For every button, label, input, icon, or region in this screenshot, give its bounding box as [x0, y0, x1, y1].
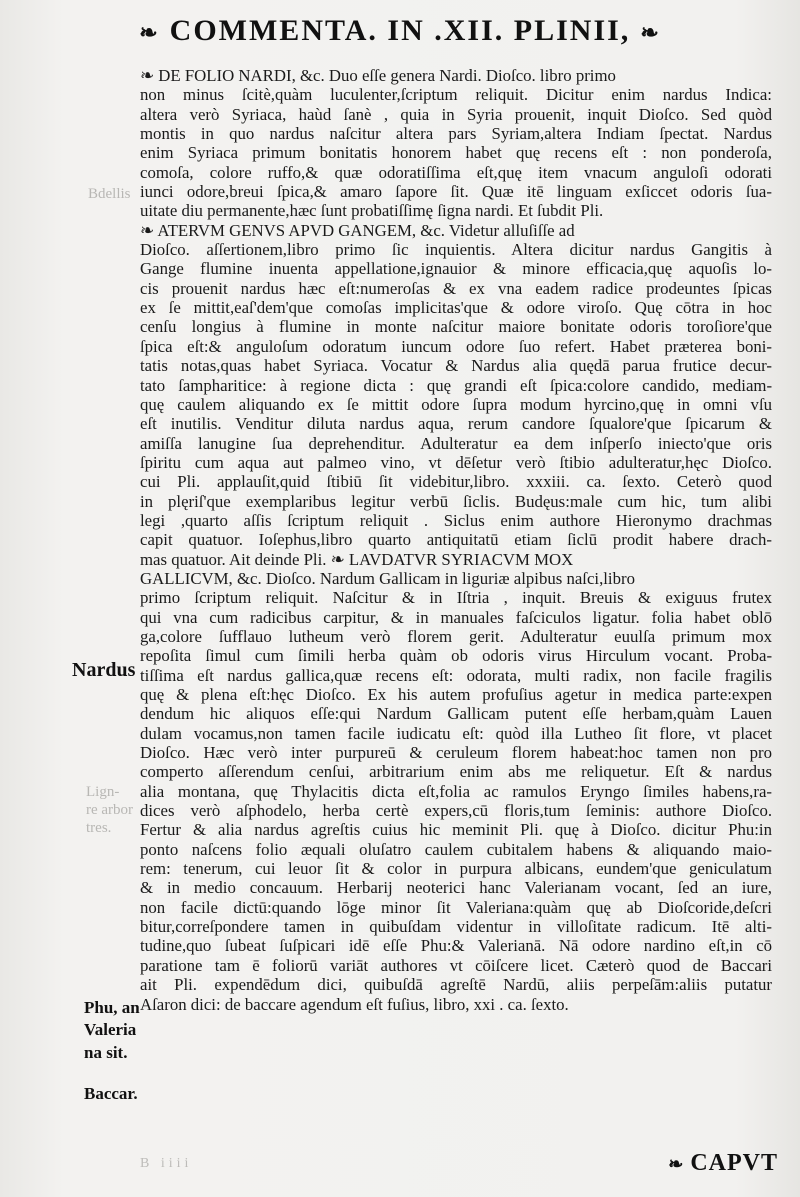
- text-line: ſpica eſt:& anguloſum odoratum iuncum odore ſuo refert. Habet præterea boni-: [140, 336, 772, 356]
- text-line: enim Syriaca primum bonitatis honorem habet quę recens eſt : non ponderoſa,: [140, 143, 772, 163]
- text-line: tiſſima eſt nardus gallica,quæ recens eſt: odorata, multi radix, non facile fragilis: [140, 665, 772, 685]
- text-line: Aſaron dici: de baccare agendum eſt fuſius, libro, xxi . ca. ſexto.: [140, 994, 569, 1014]
- text-line: ❧ DE FOLIO NARDI, &c. Duo eſſe genera Nardi. Dioſco. libro primo: [140, 66, 616, 85]
- text-line: cis prouenit nardus hæc eſt:numeroſas & ex vna eadem radice prodeuntes ſpicas: [140, 278, 772, 298]
- text-line: mas quatuor. Ait deinde Pli. ❧ LAVDATVR SYRIACVM MOX: [140, 549, 574, 569]
- text-line: Dioſco. aſſertionem,libro primo ſic inquientis. Altera dicitur nardus Gangitis à: [140, 240, 772, 260]
- text-line: tudine,quo ſubeat ſuſpicari idē eſſe Phu:& Valerianā. Nā odore nardino eſt,in cō: [140, 936, 772, 956]
- running-header: [0, 14, 800, 54]
- fleuron-right-icon: ❧: [640, 20, 661, 46]
- text-line: cui Pli. applauſit,quid ſtibiū ſit videbitur,libro. xxxiii. ca. ſexto. Ceterò quod: [140, 472, 772, 492]
- margin-note-baccar: Baccar.: [84, 1084, 138, 1103]
- text-line: non minus ſcitè,quàm luculenter,ſcriptum reliquit. Dicitur enim nardus Indica:: [140, 85, 772, 105]
- margin-note-phu-1: Phu, an: [84, 998, 140, 1017]
- text-line: quę & plena eſt:hęc Dioſco. Ex his autem profuſius agetur in medica parte:expen: [140, 685, 772, 704]
- text-line: capit quatuor. Ioſephus,libro quarto antiquitatū etiam ſiclū prodit habere drach-: [140, 530, 772, 550]
- text-line: eſt inutilis. Venditur diluta nardus aqua, rerum candore ſqualore'que ſpicarum &: [140, 414, 772, 434]
- text-line: primo ſcriptum reliquit. Naſcitur & in Iſtria , inquit. Breuis & exiguus frutex: [140, 588, 772, 608]
- text-line: paratione tam ē foliorū variāt authores vt cōiſcere licet. Cæterò quod de Baccari: [140, 955, 772, 975]
- text-line: tatis notas,quas habet Syriaca. Vocatur & Nardus alia quędā parua frutice decur-: [140, 356, 772, 376]
- text-line: montis in quo nardus naſcitur altera pars Syriam,altera Indiam ſpectat. Nardus: [140, 124, 772, 144]
- text-line: uitate diu permanente,hæc ſunt probatiſſimę ſigna nardi. Et ſubdit Pli.: [140, 201, 604, 221]
- text-line: altera verò Syriaca, haùd ſanè , quia in Syria prouenit, inquit Dioſco. Sed quòd: [140, 104, 772, 124]
- margin-note-phu-3: na sit.: [84, 1043, 128, 1062]
- text-line: GALLICVM, &c. Dioſco. Nardum Gallicam in liguriæ alpibus naſci,libro: [140, 568, 635, 588]
- text-line: qui vna cum radicibus carpitur, & in manuales faſciculos ligatur. folia habet oblō: [140, 607, 772, 627]
- text-line: ſpiritu cum aqua aut palmeo vino, vt dēſetur verò ſtibio adulteratur,hęc Dioſco.: [140, 452, 772, 472]
- text-line: dices verò aſphodelo, herba certè expers,cū floris,tum ſeminis: authore Dioſco.: [140, 801, 772, 821]
- margin-note-phu-2: Valeria: [84, 1020, 137, 1039]
- text-line: ga,colore ſufflauo lutheum verò florem gerit. Adulteratur euulſa primum mox: [140, 626, 772, 646]
- text-line: ex ſe mittit,eaſ'dem'que comoſas implicitas'que & odore viroſo. Quę cōtra in hoc: [140, 298, 772, 318]
- catchword: [668, 1150, 778, 1177]
- text-line: rem: tenerum, cui leuor ſit & color in purpura albicans, eundem'que geniculatum: [140, 859, 772, 879]
- text-line: ❧ ATERVM GENVS APVD GANGEM, &c. Videtur alluſiſſe ad: [140, 220, 575, 240]
- ghost-note-ligne-3: tres.: [86, 820, 112, 836]
- text-line: bitur,correſpondere tamen in quibuſdam videntur in villoſitate radicum. Itē alti-: [140, 917, 772, 937]
- text-line: Dioſco. Hæc verò inter purpureū & ceruleum florem habeat:hoc tamen non pro: [140, 743, 772, 763]
- text-line: comoſa, colore ruffo,& quæ odoratiſſima eſt,quę item vnacum anguloſi odorati: [140, 162, 772, 182]
- text-line: alia montana, quę Thylacitis dicta eſt,folia ac ramulos Eryngo ſimiles habens,ra-: [140, 781, 772, 801]
- running-header-title: COMMENTA. IN .XII. PLINII,: [169, 14, 631, 47]
- text-line: legi ,quarto aſſis ſcriptum reliquit . Siclus enim authore Hieronymo drachmas: [140, 510, 772, 530]
- text-line: tato ſampharitice: à regione dicta : quę grandi eſt ſpica:colore candido, mediam-: [140, 375, 772, 395]
- text-line: repoſita ſimul cum ſimili herba quàm ob odoris virus Hirculum vocant. Proba-: [140, 646, 772, 666]
- commentary-text-block: [140, 66, 772, 1014]
- text-line: quę caulem aliquando ex ſe mittit odore ſupra modum hyrcino,quę in omni vſu: [140, 394, 772, 414]
- text-line: iunci odore,breui ſpica,& amaro ſapore ſit. Quæ itē linguam exſiccet odoris ſua-: [140, 182, 772, 202]
- text-line: Gange flumine inuenta appellatione,ignauior & minore efficacia,quę aquoſis lo-: [140, 259, 772, 279]
- catchword-text: CAPVT: [690, 1150, 778, 1176]
- text-line: non facile dictū:quando lōge minor ſit Valeriana:quàm quę ab Dioſcoride,deſcri: [140, 897, 772, 917]
- fleuron-catchword-icon: ❧: [668, 1154, 685, 1174]
- text-line: dendum hic aliquos eſſe:qui Nardum Gallicam putent eſſe herbam,quàm Lauen: [140, 704, 772, 724]
- fleuron-left-icon: ❧: [139, 20, 160, 46]
- text-line: dulam vocamus,non tamen facile iudicatu eſt: quòd illa Lutheo ſit flore, vt placet: [140, 723, 772, 743]
- text-line: ponto naſcens folio æquali oluſatro caulem cubitalem habens & aliquando maio-: [140, 839, 772, 859]
- signature-mark: B iiii: [140, 1156, 193, 1171]
- text-line: comperto aſſerendum cenſui, arbitrarium enim abs me reliquetur. Eſt & nardus: [140, 762, 772, 782]
- text-line: in plęriſ'que exemplaribus legitur verbū ſiclis. Budęus:male cum hic, tum alibi: [140, 491, 772, 511]
- text-line: Fertur & alia nardus agreſtis cuius hic meminit Pli. quę à Dioſco. dicitur Phu:in: [140, 820, 772, 840]
- text-line: & in medio concauum. Herbarij neoterici hanc Valerianam vocant, ſed an iure,: [140, 878, 772, 898]
- text-line: amiſſa lanugine ſua deprehenditur. Adulteratur ea dem inſperſo iniecto'que oris: [140, 433, 772, 453]
- text-line: cenſu longius à flumine in monte naſcitur maiore bonitate odoris toroſiore'que: [140, 317, 772, 337]
- margin-note-nardus: Nardus: [72, 659, 136, 681]
- ghost-note-ligne-2: re arbor: [86, 802, 134, 818]
- text-line: ait Pli. expendēdum dici, quibuſdā agreſtē Nardū, aliis perpeſām:aliis putatur: [140, 975, 772, 995]
- ghost-note-ligne-1: Lign-: [86, 784, 120, 800]
- ghost-note-bdellium: Bdellis: [88, 186, 131, 202]
